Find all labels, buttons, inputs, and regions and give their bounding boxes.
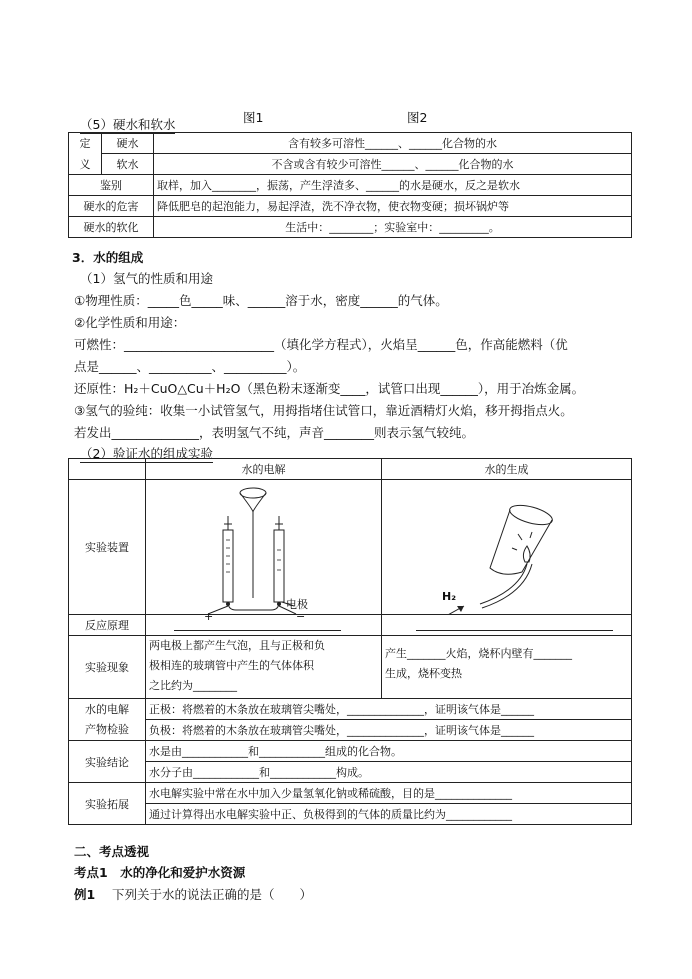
row-product-label-2: 产物检验 bbox=[85, 722, 129, 736]
example-label: 例1 bbox=[74, 887, 96, 902]
harm-text: 降低肥皂的起泡能力，易起浮渣，洗不净衣物，使衣物变硬；损坏锅炉等 bbox=[154, 196, 632, 217]
figure-1-caption: 图1 bbox=[243, 110, 264, 125]
conclusion-2: 水分子由____________和____________构成。 bbox=[146, 762, 632, 783]
col-electrolysis: 水的电解 bbox=[146, 459, 382, 480]
soft-water-definition: 不含或含有较少可溶性______、______化合物的水 bbox=[154, 154, 632, 175]
softening-text: 生活中：________；实验室中：_________。 bbox=[154, 217, 632, 238]
hydrogen-title: （1）氢气的性质和用途 bbox=[80, 271, 213, 286]
beaker-flame-drawing bbox=[382, 480, 632, 614]
section-heading: 二、考点透视 bbox=[74, 844, 150, 859]
electrode-label: 电极 bbox=[286, 598, 308, 611]
composition-heading: 3．水的组成 bbox=[72, 250, 144, 265]
identification-label: 鉴别 bbox=[69, 175, 154, 196]
hard-soft-water-table bbox=[68, 132, 632, 238]
row-phenomenon-label: 实验现象 bbox=[69, 636, 146, 699]
verify-title: （2）验证水的组成实验 bbox=[80, 446, 213, 461]
harm-label: 硬水的危害 bbox=[69, 196, 154, 217]
hard-soft-section-title: （5）硬水和软水 bbox=[80, 117, 176, 132]
chemical-properties: ②化学性质和用途： bbox=[74, 315, 186, 330]
product-positive: 正极：将燃着的木条放在玻璃管尖嘴处，______________，证明该气体是______ bbox=[146, 699, 632, 720]
def-label-2: 义 bbox=[69, 154, 102, 175]
row-product-label-1: 水的电解 bbox=[85, 702, 129, 716]
phenomenon-gen-line-1: 产生_______火焰，烧杯内壁有_______ bbox=[385, 647, 572, 660]
principle-blank-electrolysis bbox=[174, 630, 341, 631]
minus-sign: − bbox=[296, 610, 306, 623]
electrolysis-apparatus bbox=[146, 480, 382, 623]
row-conclusion-label: 实验结论 bbox=[69, 741, 146, 783]
row-product-label bbox=[69, 699, 146, 741]
hard-water-label: 硬水 bbox=[102, 133, 154, 154]
flammability: 可燃性：________________________（填化学方程式），火焰呈______色，作高能燃料（优 bbox=[74, 337, 568, 352]
def-label-1: 定 bbox=[69, 133, 102, 154]
row-principle-label: 反应原理 bbox=[69, 615, 146, 636]
purity-test: ③氢气的验纯：收集一小试管氢气，用拇指堵住试管口，靠近酒精灯火焰，移开拇指点火。 bbox=[74, 403, 573, 418]
conclusion-1: 水是由____________和____________组成的化合物。 bbox=[146, 741, 632, 762]
product-negative: 负极：将燃着的木条放在玻璃管尖嘴处，______________，证明该气体是______ bbox=[146, 720, 632, 741]
purity-test-cont: 若发出______________，表明氢气不纯，声音________则表示氢气较纯。 bbox=[74, 425, 475, 440]
generation-apparatus bbox=[382, 480, 632, 615]
col-generation: 水的生成 bbox=[382, 459, 632, 480]
phenomenon-elec-line-3: 之比约为________ bbox=[149, 679, 237, 692]
soft-water-label: 软水 bbox=[102, 154, 154, 175]
figure-2-caption: 图2 bbox=[407, 110, 428, 125]
phenomenon-generation bbox=[382, 636, 632, 699]
extension-1: 水电解实验中常在水中加入少量氢氧化钠或稀硫酸，目的是______________ bbox=[146, 783, 632, 804]
softening-label: 硬水的软化 bbox=[69, 217, 154, 238]
h2-label: H₂ bbox=[442, 590, 457, 603]
extension-2: 通过计算得出水电解实验中正、负极得到的气体的质量比约为____________ bbox=[146, 804, 632, 825]
electrolysis-apparatus-drawing bbox=[146, 480, 382, 614]
phenomenon-electrolysis bbox=[146, 636, 382, 699]
phenomenon-gen-line-2: 生成，烧杯变热 bbox=[385, 667, 462, 680]
physical-properties: ①物理性质：_____色_____味、______溶于水，密度______的气体。 bbox=[74, 293, 448, 308]
plus-sign: + bbox=[204, 610, 214, 623]
topic-heading: 考点1 水的净化和爱护水资源 bbox=[74, 865, 246, 880]
hard-water-definition: 含有较多可溶性______、______化合物的水 bbox=[154, 133, 632, 154]
example-question: 下列关于水的说法正确的是（ ） bbox=[112, 887, 313, 902]
phenomenon-elec-line-1: 两电极上都产生气泡，且与正极和负 bbox=[149, 639, 325, 652]
phenomenon-elec-line-2: 极相连的玻璃管中产生的气体体积 bbox=[149, 659, 314, 672]
reducibility: 还原性：H₂＋CuO△Cu＋H₂O（黑色粉末逐渐变____，试管口出现______），用于冶炼金属。 bbox=[74, 381, 585, 396]
principle-blank-generation bbox=[416, 630, 613, 631]
flammability-cont: 点是______、__________、__________）。 bbox=[74, 359, 306, 374]
row-extension-label: 实验拓展 bbox=[69, 783, 146, 825]
row-apparatus-label: 实验装置 bbox=[69, 480, 146, 615]
identification-text: 取样，加入________，振荡，产生浮渣多、______的水是硬水，反之是软水 bbox=[154, 175, 632, 196]
experiment-table bbox=[68, 458, 632, 825]
